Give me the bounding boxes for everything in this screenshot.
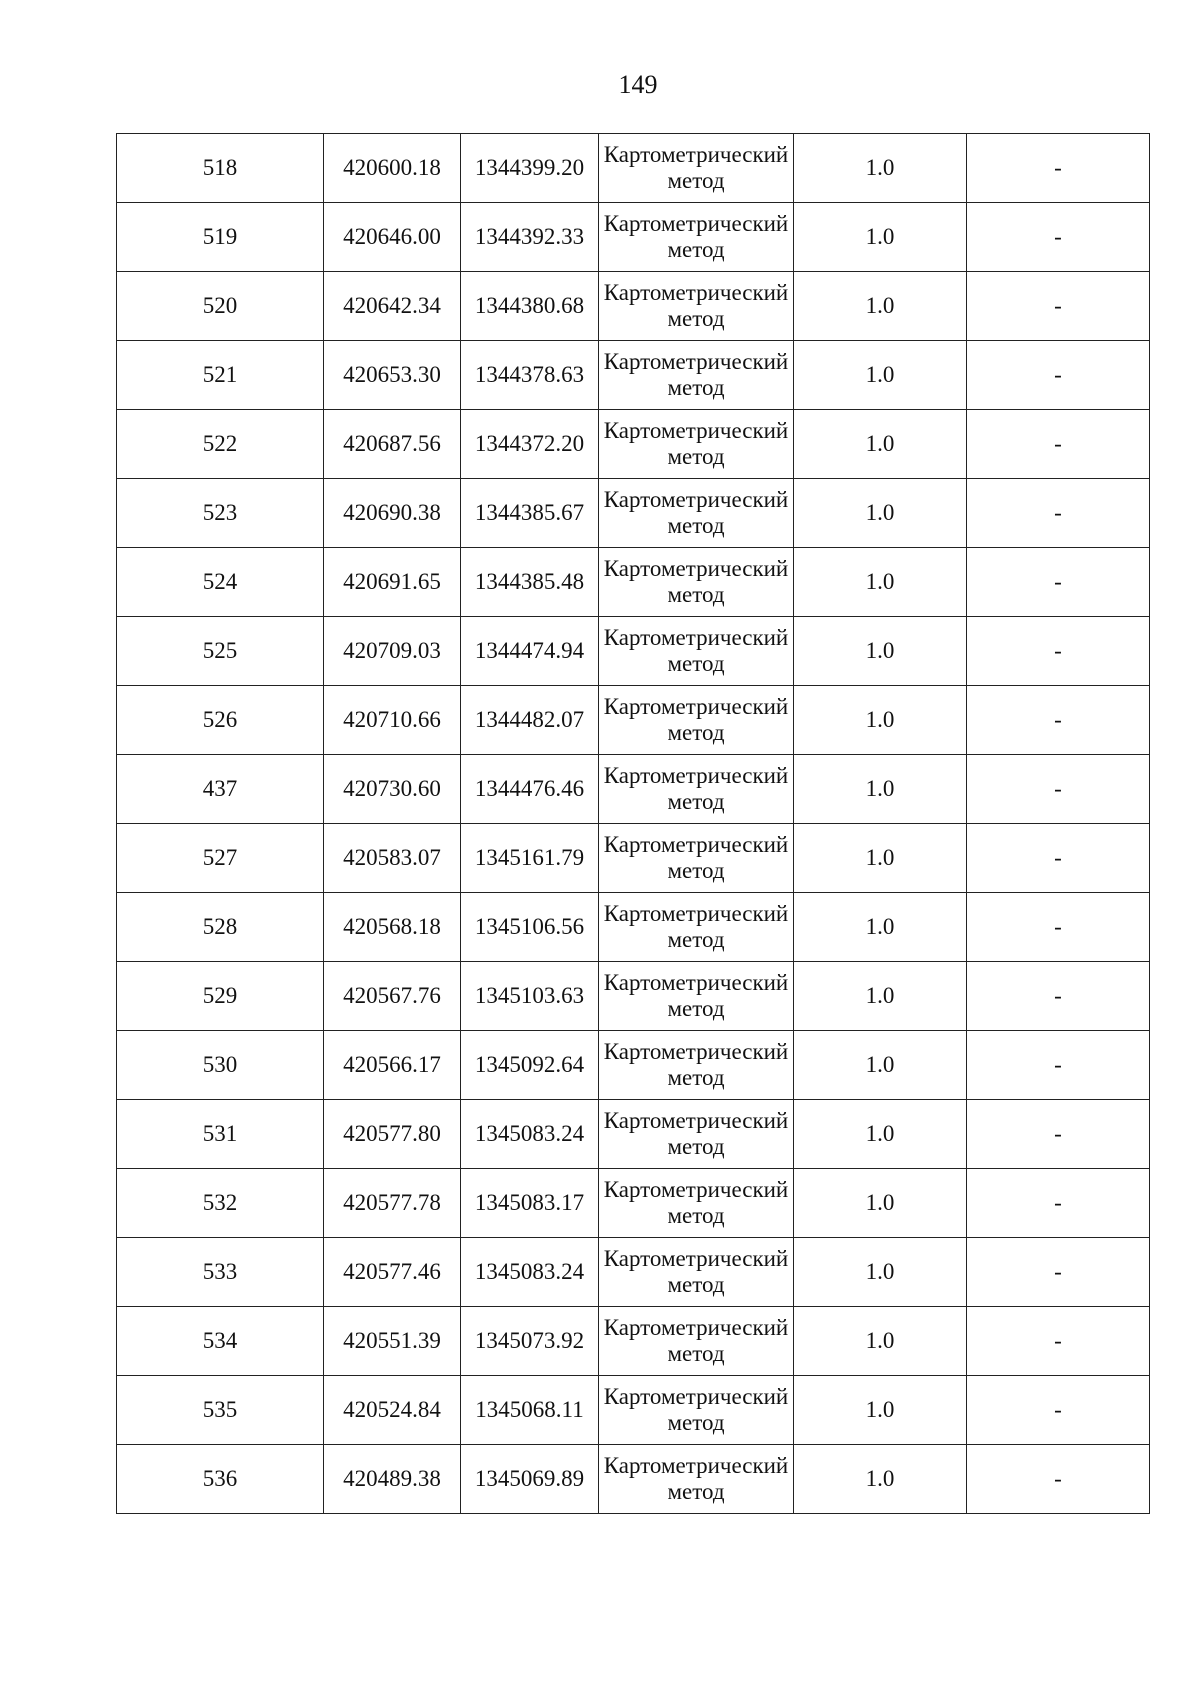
method-text: Картометрический xyxy=(603,349,789,374)
method-text: метод xyxy=(667,720,725,745)
method-cell xyxy=(599,755,794,824)
table-row xyxy=(117,272,1150,341)
point-number-cell: 528 xyxy=(117,893,324,962)
method-text: метод xyxy=(667,513,725,538)
x-coordinate-cell: 420577.80 xyxy=(324,1100,461,1169)
table-row xyxy=(117,1238,1150,1307)
method-text: метод xyxy=(667,1410,725,1435)
point-number-cell: 534 xyxy=(117,1307,324,1376)
x-coordinate-cell: 420653.30 xyxy=(324,341,461,410)
note-cell: - xyxy=(967,479,1150,548)
x-coordinate-cell: 420583.07 xyxy=(324,824,461,893)
point-number-cell: 518 xyxy=(117,134,324,203)
note-cell: - xyxy=(967,341,1150,410)
y-coordinate-cell: 1345083.17 xyxy=(461,1169,599,1238)
method-text: Картометрический xyxy=(603,556,789,581)
method-text: метод xyxy=(667,789,725,814)
method-text: метод xyxy=(667,237,725,262)
x-coordinate-cell: 420566.17 xyxy=(324,1031,461,1100)
x-coordinate-cell: 420687.56 xyxy=(324,410,461,479)
y-coordinate-cell: 1344399.20 xyxy=(461,134,599,203)
accuracy-cell: 1.0 xyxy=(794,479,967,548)
x-coordinate-cell: 420551.39 xyxy=(324,1307,461,1376)
method-text: Картометрический xyxy=(603,1384,789,1409)
accuracy-cell: 1.0 xyxy=(794,824,967,893)
table-row xyxy=(117,893,1150,962)
note-cell: - xyxy=(967,203,1150,272)
method-cell xyxy=(599,272,794,341)
x-coordinate-cell: 420710.66 xyxy=(324,686,461,755)
note-cell: - xyxy=(967,410,1150,479)
note-cell: - xyxy=(967,962,1150,1031)
method-text: Картометрический xyxy=(603,1039,789,1064)
method-text: Картометрический xyxy=(603,832,789,857)
point-number-cell: 437 xyxy=(117,755,324,824)
method-text: Картометрический xyxy=(603,1453,789,1478)
accuracy-cell: 1.0 xyxy=(794,962,967,1031)
method-cell xyxy=(599,548,794,617)
accuracy-cell: 1.0 xyxy=(794,1238,967,1307)
accuracy-cell: 1.0 xyxy=(794,272,967,341)
method-cell xyxy=(599,203,794,272)
accuracy-cell: 1.0 xyxy=(794,548,967,617)
x-coordinate-cell: 420646.00 xyxy=(324,203,461,272)
point-number-cell: 529 xyxy=(117,962,324,1031)
accuracy-cell: 1.0 xyxy=(794,755,967,824)
x-coordinate-cell: 420690.38 xyxy=(324,479,461,548)
point-number-cell: 535 xyxy=(117,1376,324,1445)
method-text: метод xyxy=(667,375,725,400)
method-cell xyxy=(599,1238,794,1307)
accuracy-cell: 1.0 xyxy=(794,686,967,755)
note-cell: - xyxy=(967,1376,1150,1445)
method-cell xyxy=(599,1031,794,1100)
method-text: Картометрический xyxy=(603,1315,789,1340)
method-text: Картометрический xyxy=(603,418,789,443)
method-text: Картометрический xyxy=(603,970,789,995)
y-coordinate-cell: 1345073.92 xyxy=(461,1307,599,1376)
method-text: Картометрический xyxy=(603,1177,789,1202)
method-text: Картометрический xyxy=(603,142,789,167)
page-number: 149 xyxy=(618,70,658,99)
y-coordinate-cell: 1345161.79 xyxy=(461,824,599,893)
x-coordinate-cell: 420577.78 xyxy=(324,1169,461,1238)
point-number-cell: 519 xyxy=(117,203,324,272)
y-coordinate-cell: 1344474.94 xyxy=(461,617,599,686)
method-text: метод xyxy=(667,1341,725,1366)
x-coordinate-cell: 420642.34 xyxy=(324,272,461,341)
accuracy-cell: 1.0 xyxy=(794,1169,967,1238)
note-cell: - xyxy=(967,755,1150,824)
accuracy-cell: 1.0 xyxy=(794,410,967,479)
accuracy-cell: 1.0 xyxy=(794,203,967,272)
accuracy-cell: 1.0 xyxy=(794,341,967,410)
method-text: метод xyxy=(667,651,725,676)
y-coordinate-cell: 1344392.33 xyxy=(461,203,599,272)
note-cell: - xyxy=(967,686,1150,755)
method-text: метод xyxy=(667,1479,725,1504)
table-row xyxy=(117,1445,1150,1514)
note-cell: - xyxy=(967,824,1150,893)
method-cell xyxy=(599,1307,794,1376)
accuracy-cell: 1.0 xyxy=(794,1307,967,1376)
accuracy-cell: 1.0 xyxy=(794,1376,967,1445)
point-number-cell: 526 xyxy=(117,686,324,755)
method-text: метод xyxy=(667,1272,725,1297)
method-text: метод xyxy=(667,927,725,952)
method-text: метод xyxy=(667,582,725,607)
y-coordinate-cell: 1344380.68 xyxy=(461,272,599,341)
method-cell xyxy=(599,410,794,479)
method-text: Картометрический xyxy=(603,625,789,650)
method-cell xyxy=(599,962,794,1031)
method-cell xyxy=(599,1100,794,1169)
note-cell: - xyxy=(967,1445,1150,1514)
accuracy-cell: 1.0 xyxy=(794,1031,967,1100)
point-number-cell: 532 xyxy=(117,1169,324,1238)
y-coordinate-cell: 1344476.46 xyxy=(461,755,599,824)
x-coordinate-cell: 420730.60 xyxy=(324,755,461,824)
table-row xyxy=(117,1169,1150,1238)
y-coordinate-cell: 1345103.63 xyxy=(461,962,599,1031)
note-cell: - xyxy=(967,893,1150,962)
point-number-cell: 520 xyxy=(117,272,324,341)
table-row xyxy=(117,755,1150,824)
method-cell xyxy=(599,617,794,686)
accuracy-cell: 1.0 xyxy=(794,617,967,686)
method-text: Картометрический xyxy=(603,694,789,719)
y-coordinate-cell: 1344378.63 xyxy=(461,341,599,410)
note-cell: - xyxy=(967,1100,1150,1169)
method-text: Картометрический xyxy=(603,1108,789,1133)
accuracy-cell: 1.0 xyxy=(794,1445,967,1514)
point-number-cell: 536 xyxy=(117,1445,324,1514)
note-cell: - xyxy=(967,1307,1150,1376)
method-cell xyxy=(599,1376,794,1445)
method-text: Картометрический xyxy=(603,487,789,512)
x-coordinate-cell: 420709.03 xyxy=(324,617,461,686)
note-cell: - xyxy=(967,1169,1150,1238)
method-cell xyxy=(599,1169,794,1238)
table-row xyxy=(117,1307,1150,1376)
table-row xyxy=(117,962,1150,1031)
table-row xyxy=(117,617,1150,686)
point-number-cell: 530 xyxy=(117,1031,324,1100)
method-text: метод xyxy=(667,1065,725,1090)
note-cell: - xyxy=(967,272,1150,341)
x-coordinate-cell: 420567.76 xyxy=(324,962,461,1031)
x-coordinate-cell: 420524.84 xyxy=(324,1376,461,1445)
x-coordinate-cell: 420691.65 xyxy=(324,548,461,617)
method-text: Картометрический xyxy=(603,763,789,788)
table-row xyxy=(117,1031,1150,1100)
table-row xyxy=(117,824,1150,893)
method-text: метод xyxy=(667,444,725,469)
y-coordinate-cell: 1344385.67 xyxy=(461,479,599,548)
point-number-cell: 525 xyxy=(117,617,324,686)
table-row xyxy=(117,1100,1150,1169)
y-coordinate-cell: 1345083.24 xyxy=(461,1100,599,1169)
table-body xyxy=(117,134,1150,1514)
method-cell xyxy=(599,686,794,755)
method-text: Картометрический xyxy=(603,1246,789,1271)
method-text: метод xyxy=(667,1203,725,1228)
point-number-cell: 521 xyxy=(117,341,324,410)
method-text: Картометрический xyxy=(603,211,789,236)
method-text: метод xyxy=(667,996,725,1021)
x-coordinate-cell: 420489.38 xyxy=(324,1445,461,1514)
accuracy-cell: 1.0 xyxy=(794,134,967,203)
note-cell: - xyxy=(967,134,1150,203)
method-text: метод xyxy=(667,306,725,331)
method-cell xyxy=(599,134,794,203)
table-row xyxy=(117,410,1150,479)
coordinates-table xyxy=(116,133,1150,1514)
method-cell xyxy=(599,893,794,962)
accuracy-cell: 1.0 xyxy=(794,893,967,962)
method-cell xyxy=(599,479,794,548)
note-cell: - xyxy=(967,1238,1150,1307)
y-coordinate-cell: 1344372.20 xyxy=(461,410,599,479)
table-row xyxy=(117,479,1150,548)
method-cell xyxy=(599,1445,794,1514)
x-coordinate-cell: 420600.18 xyxy=(324,134,461,203)
method-text: метод xyxy=(667,858,725,883)
point-number-cell: 522 xyxy=(117,410,324,479)
method-text: метод xyxy=(667,168,725,193)
y-coordinate-cell: 1345106.56 xyxy=(461,893,599,962)
x-coordinate-cell: 420568.18 xyxy=(324,893,461,962)
x-coordinate-cell: 420577.46 xyxy=(324,1238,461,1307)
point-number-cell: 531 xyxy=(117,1100,324,1169)
note-cell: - xyxy=(967,548,1150,617)
y-coordinate-cell: 1345083.24 xyxy=(461,1238,599,1307)
point-number-cell: 533 xyxy=(117,1238,324,1307)
y-coordinate-cell: 1345069.89 xyxy=(461,1445,599,1514)
table-row xyxy=(117,686,1150,755)
accuracy-cell: 1.0 xyxy=(794,1100,967,1169)
method-cell xyxy=(599,824,794,893)
table-row xyxy=(117,203,1150,272)
method-text: метод xyxy=(667,1134,725,1159)
note-cell: - xyxy=(967,1031,1150,1100)
y-coordinate-cell: 1344482.07 xyxy=(461,686,599,755)
table-row xyxy=(117,548,1150,617)
y-coordinate-cell: 1345068.11 xyxy=(461,1376,599,1445)
y-coordinate-cell: 1344385.48 xyxy=(461,548,599,617)
method-cell xyxy=(599,341,794,410)
table-row xyxy=(117,134,1150,203)
method-text: Картометрический xyxy=(603,280,789,305)
table-row xyxy=(117,1376,1150,1445)
point-number-cell: 523 xyxy=(117,479,324,548)
note-cell: - xyxy=(967,617,1150,686)
y-coordinate-cell: 1345092.64 xyxy=(461,1031,599,1100)
point-number-cell: 527 xyxy=(117,824,324,893)
point-number-cell: 524 xyxy=(117,548,324,617)
method-text: Картометрический xyxy=(603,901,789,926)
table-row xyxy=(117,341,1150,410)
